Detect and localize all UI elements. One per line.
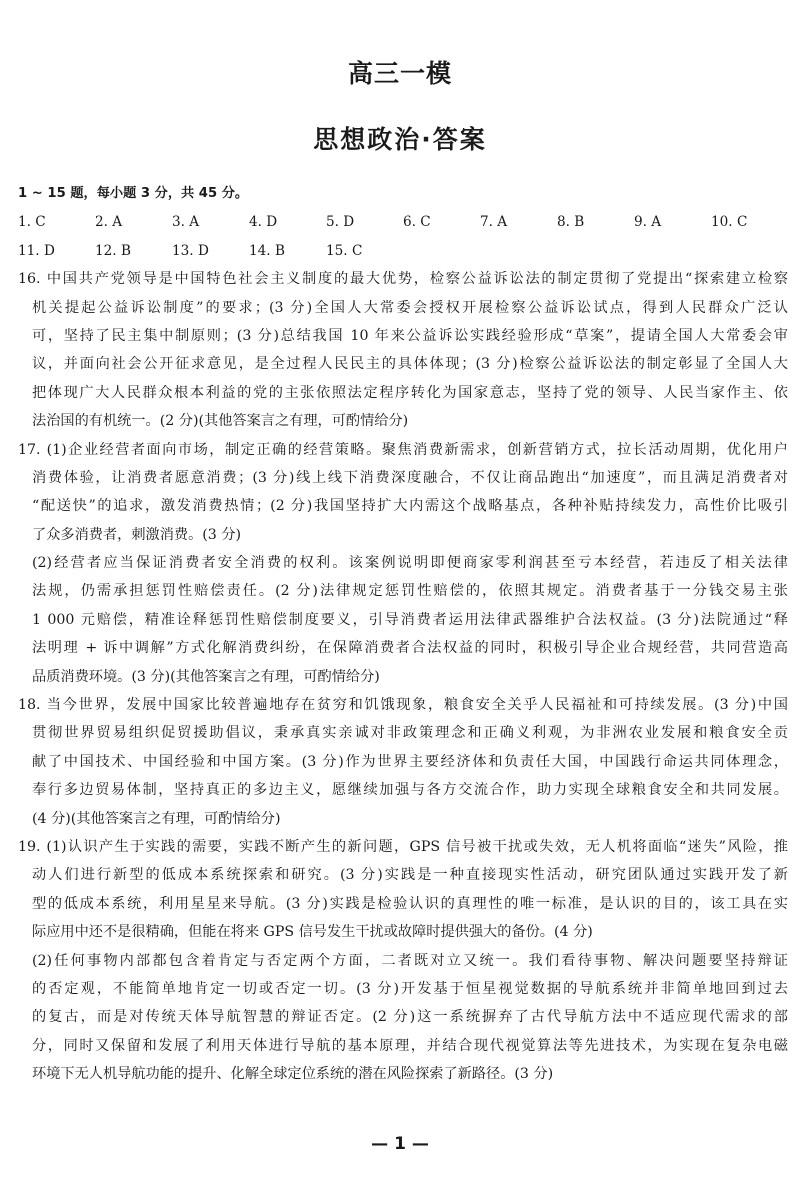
answer-line: 18. 当今世界，发展中国家比较普遍地存在贫穷和饥饿现象，粮食安全关乎人民福祉和可持续发展。(3 分)中国 [18,697,788,714]
answer-line: 的否定观，不能简单地肯定一切或否定一切。(3 分)开发基于恒星视觉数据的导航系统并非简单地回到过去 [32,980,788,997]
answer-q17-part2 [18,549,788,691]
mc-answer: 15. C [326,242,363,259]
answer-line: 议，并面向社会公开征求意见，是全过程人民民主的具体体现；(3 分)检察公益诉讼法的制定彰显了全国人大 [32,356,788,373]
mc-answer: 7. A [480,214,508,231]
mc-row-2 [18,237,788,265]
mc-answer: 11. D [18,242,55,259]
answer-line: 献了中国技术、中国经验和中国方案。(3 分)作为世界主要经济体和负责任大国，中国践行命运共同体理念， [32,753,788,770]
answer-line: 分，同时又保留和发展了利用天体进行导航的基本原理，并结合现代视觉算法等先进技术，为实现在复杂电磁 [32,1037,788,1054]
answer-line: 19. (1)认识产生于实践的需要，实践不断产生的新问题，GPS 信号被干扰或失效，无人机将面临“迷失”风险，推 [18,838,788,855]
answer-line: 了众多消费者，刺激消费。(3 分) [32,526,242,543]
page-number: — 1 — [371,1134,429,1154]
mc-instructions: 1 ~ 15 题，每小题 3 分，共 45 分。 [18,186,249,201]
mc-answer: 13. D [172,242,209,259]
answer-line: 奉行多边贸易体制，坚持真正的多边主义，愿继续加强与各方交流合作，助力实现全球粮食安全和共同发展。 [32,782,788,799]
answer-line: 品质消费环境。(3 分)(其他答案言之有理，可酌情给分) [32,668,380,685]
answer-line: 贯彻世界贸易组织促贸援助倡议，秉承真实亲诚对非政策理念和正确义利观，为非洲农业发展和粮食安全贡 [32,725,788,742]
answer-line: 把体现广大人民群众根本利益的党的主张依照法定程序转化为国家意志，坚持了党的领导、人民当家作主、依 [32,384,788,401]
answer-line: 16. 中国共产党领导是中国特色社会主义制度的最大优势，检察公益诉讼法的制定贯彻了党提出“探索建立检察 [18,271,788,288]
answer-q18 [18,691,788,833]
mc-answer: 6. C [403,214,431,231]
mc-answer: 10. C [711,214,748,231]
answer-line: 法明理 + 诉中调解”方式化解消费纠纷，在保障消费者合法权益的同时，积极引导企业合规经营，共同营造高 [32,640,788,657]
answer-line: 环境下无人机导航功能的提升、化解全球定位系统的潜在风险探索了新路径。(3 分) [32,1066,554,1083]
mc-answer: 4. D [249,214,278,231]
answer-line: 17. (1)企业经营者面向市场，制定正确的经营策略。聚焦消费新需求，创新营销方式，拉长活动周期，优化用户 [18,441,788,458]
answer-line: 消费体验，让消费者愿意消费；(3 分)线上线下消费深度融合，不仅让商品跑出“加速度”，而且满足消费者对 [32,469,788,486]
mc-answer: 2. A [95,214,123,231]
answer-body [18,180,788,1089]
answer-line: 际应用中还不是很精确，但能在将来 GPS 信号发生干扰或故障时提供强大的备份。(4 分) [32,924,593,941]
answer-q17-part1 [18,436,788,550]
mc-answer: 5. D [326,214,355,231]
mc-answer: 1. C [18,214,46,231]
answer-line: 的复古，而是对传统天体导航智慧的辩证否定。(2 分)这一系统摒弃了古代导航方法中不适应现代需求的部 [32,1009,788,1026]
mc-answer: 8. B [557,214,585,231]
answer-line: 动人们进行新型的低成本系统探索和研究。(3 分)实践是一种直接现实性活动，研究团队通过实践开发了新 [32,867,788,884]
mc-answer: 9. A [634,214,662,231]
exam-title: 高三一模 [347,59,452,88]
mc-answer: 14. B [249,242,285,259]
answer-line: 可，坚持了民主集中制原则；(3 分)总结我国 10 年来公益诉讼实践经验形成“草案”，提请全国人大常委会审 [32,327,788,344]
answer-q19-part1 [18,833,788,947]
answer-line: (4 分)(其他答案言之有理，可酌情给分) [32,810,281,827]
answer-line: 1 000 元赔偿，精准诠释惩罚性赔偿制度要义，引导消费者运用法律武器维护合法权益。(3 分)法院通过“释 [32,611,788,628]
answer-line: 法规，仍需承担惩罚性赔偿责任。(2 分)法律规定惩罚性赔偿的，依照其规定。消费者基于一分钱交易主张 [32,583,788,600]
answer-line: 型的低成本系统，利用星星来导航。(3 分)实践是检验认识的真理性的唯一标准，是认识的目的，该工具在实 [32,895,788,912]
subject-title: 思想政治·答案 [313,125,487,154]
mc-answer: 12. B [95,242,131,259]
mc-row-1 [18,208,788,236]
answer-line: (2)经营者应当保证消费者安全消费的权利。该案例说明即便商家零利润甚至亏本经营，若违反了相关法律 [32,555,788,572]
answer-line: (2)任何事物内部都包含着肯定与否定两个方面，二者既对立又统一。我们看待事物、解决问题要坚持辩证 [32,952,788,969]
answer-line: “配送快”的追求，激发消费热情；(2 分)我国坚持扩大内需这个战略基点，各种补贴持续发力，高性价比吸引 [32,498,788,515]
answer-line: 机关提起公益诉讼制度”的要求；(3 分)全国人大常委会授权开展检察公益诉讼试点，得到人民群众广泛认 [32,299,788,316]
mc-answer: 3. A [172,214,200,231]
answer-q19-part2 [18,947,788,1089]
answer-line: 法治国的有机统一。(2 分)(其他答案言之有理，可酌情给分) [32,413,409,430]
answer-q16 [18,265,788,435]
